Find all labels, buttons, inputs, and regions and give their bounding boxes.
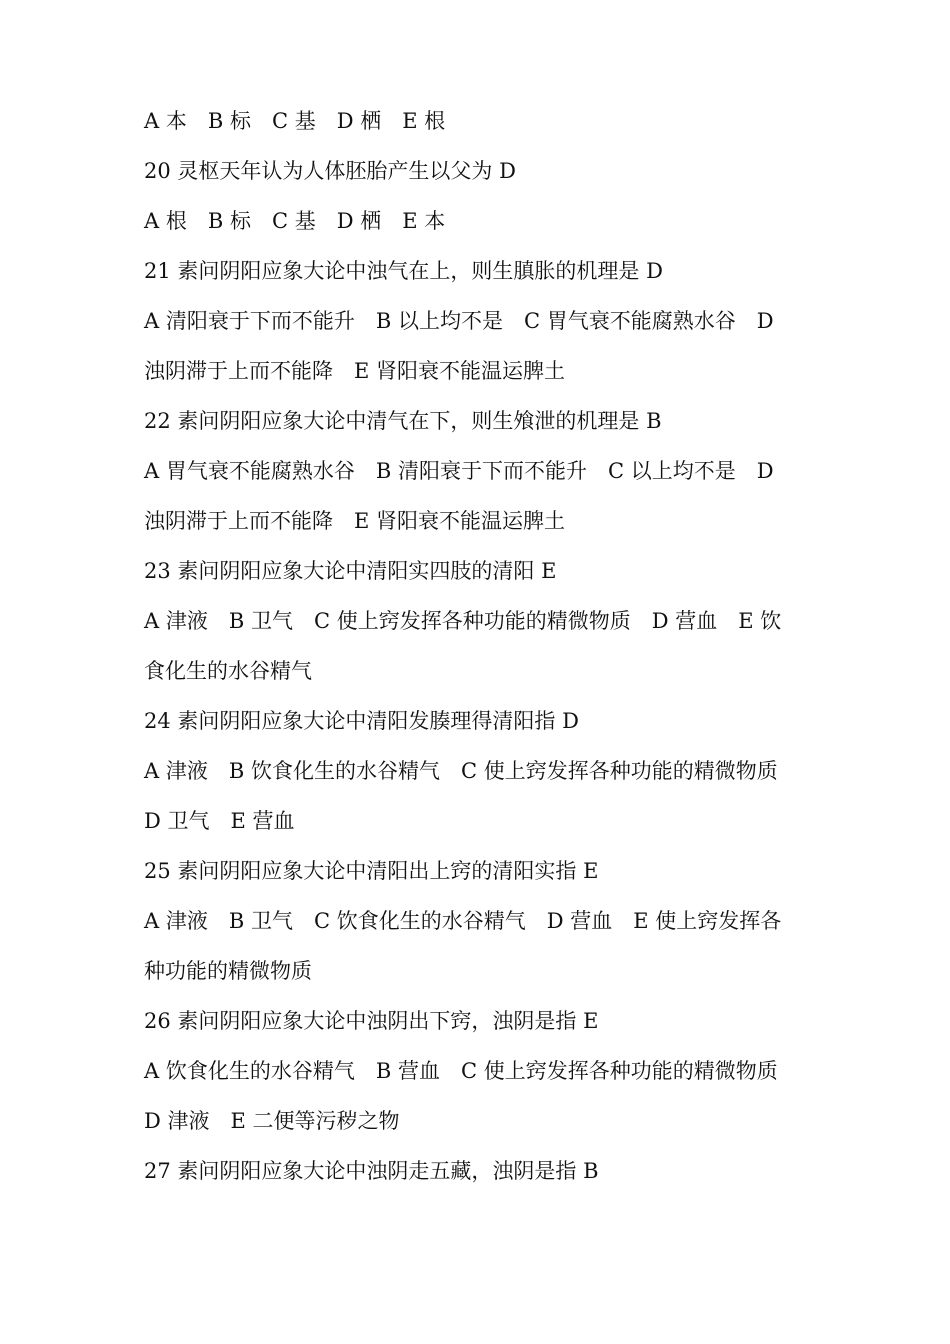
option-line: 食化生的水谷精气	[144, 659, 312, 683]
option-line: A 根 B 标 C 基 D 栖 E 本	[144, 209, 446, 233]
option-line: 浊阴滞于上而不能降 E 肾阳衰不能温运脾土	[144, 509, 566, 533]
option-line: D 津液 E 二便等污秽之物	[144, 1109, 400, 1133]
option-line: A 胃气衰不能腐熟水谷 B 清阳衰于下而不能升 C 以上均不是 D	[144, 459, 774, 483]
question-23: 23 素问阴阳应象大论中清阳实四肢的清阳 E	[144, 559, 557, 583]
option-line: 浊阴滞于上而不能降 E 肾阳衰不能温运脾土	[144, 359, 566, 383]
question-26: 26 素问阴阳应象大论中浊阴出下窍，浊阴是指 E	[144, 1009, 599, 1033]
option-line: A 饮食化生的水谷精气 B 营血 C 使上窍发挥各种功能的精微物质	[144, 1059, 778, 1083]
option-line: A 本 B 标 C 基 D 栖 E 根	[144, 109, 446, 133]
option-line: A 清阳衰于下而不能升 B 以上均不是 C 胃气衰不能腐熟水谷 D	[144, 309, 774, 333]
question-24: 24 素问阴阳应象大论中清阳发腠理得清阳指 D	[144, 709, 579, 733]
question-27: 27 素问阴阳应象大论中浊阴走五藏，浊阴是指 B	[144, 1159, 599, 1183]
question-22: 22 素问阴阳应象大论中清气在下，则生飧泄的机理是 B	[144, 409, 662, 433]
option-line: A 津液 B 卫气 C 饮食化生的水谷精气 D 营血 E 使上窍发挥各	[144, 909, 782, 933]
question-25: 25 素问阴阳应象大论中清阳出上窍的清阳实指 E	[144, 859, 599, 883]
question-21: 21 素问阴阳应象大论中浊气在上，则生䐜胀的机理是 D	[144, 259, 663, 283]
option-line: D 卫气 E 营血	[144, 809, 295, 833]
option-line: A 津液 B 饮食化生的水谷精气 C 使上窍发挥各种功能的精微物质	[144, 759, 778, 783]
option-line: 种功能的精微物质	[144, 959, 312, 983]
question-20: 20 灵枢天年认为人体胚胎产生以父为 D	[144, 159, 516, 183]
option-line: A 津液 B 卫气 C 使上窍发挥各种功能的精微物质 D 营血 E 饮	[144, 609, 782, 633]
